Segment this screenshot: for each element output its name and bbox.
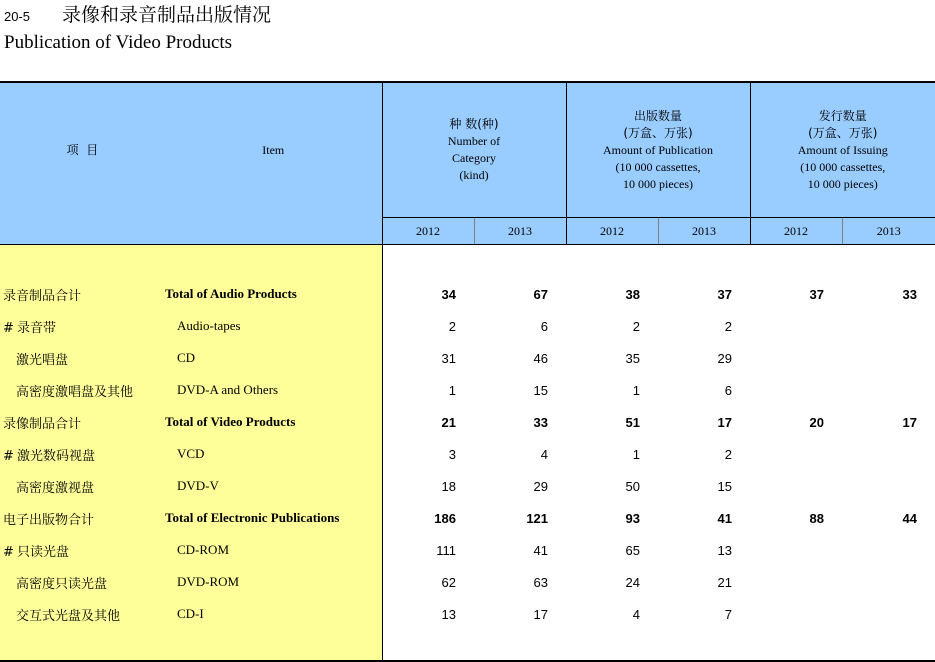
row-label-cn-text: 激光唱盘 [16, 352, 69, 368]
row-label-cn [0, 406, 165, 438]
row-label-en: Total of Electronic Publications [165, 502, 382, 534]
title-block [4, 2, 271, 56]
value-cell: 65 [625, 542, 641, 558]
header-item-cn: 项 目 [0, 82, 165, 218]
row-label-en: Total of Video Products [165, 406, 382, 438]
table-row [0, 278, 935, 310]
row-label-cn [0, 438, 165, 470]
value-cell [750, 310, 842, 342]
header-category-cn: 种 数(种) [449, 117, 499, 131]
year-row [0, 218, 935, 245]
row-label-cn [0, 310, 165, 342]
row-label-cn-text: 交互式光盘及其他 [16, 608, 121, 624]
row-label-cn-text: 录音制品合计 [3, 288, 82, 304]
table-title-cn-text: 录像和录音制品出版情况 [62, 4, 272, 26]
row-label-cn [0, 342, 165, 374]
value-cell: 88 [809, 510, 825, 526]
value-cell: 121 [526, 510, 549, 526]
header-publication-en2: (10 000 cassettes, [615, 159, 701, 174]
value-cell [750, 598, 842, 630]
table-row [0, 438, 935, 470]
table-row [0, 342, 935, 374]
row-label-cn [0, 534, 165, 566]
value-cell [842, 470, 935, 502]
row-label-cn [0, 470, 165, 502]
value-cell [750, 438, 842, 470]
row-label-cn [0, 502, 165, 534]
value-cell: 15 [533, 382, 549, 398]
value-cell: 1 [448, 382, 456, 398]
value-cell [750, 342, 842, 374]
value-cell: 51 [625, 414, 641, 430]
table-title-en: Publication of Video Products [4, 32, 233, 53]
value-cell: 29 [717, 350, 733, 366]
header-issuing [750, 82, 935, 218]
value-cell: 3 [448, 446, 456, 462]
value-cell: 37 [809, 286, 825, 302]
row-label-cn-text: 录像制品合计 [3, 416, 82, 432]
header-issuing-en3: 10 000 pieces) [807, 176, 878, 191]
value-cell: 15 [717, 478, 733, 494]
value-cell: 37 [717, 286, 733, 302]
header-category-en3: (kind) [459, 168, 489, 182]
value-cell [842, 566, 935, 598]
value-cell: 34 [441, 286, 456, 302]
header-category [382, 82, 566, 218]
year-cell: 2012 [750, 218, 842, 245]
value-cell: 4 [540, 446, 549, 462]
value-cell: 18 [441, 478, 456, 494]
header-row [0, 82, 935, 218]
value-cell: 67 [533, 286, 549, 302]
value-cell [842, 438, 935, 470]
row-label-en: VCD [165, 438, 382, 470]
year-cell: 2012 [566, 218, 658, 245]
table-row [0, 566, 935, 598]
value-cell [842, 374, 935, 406]
header-publication-en3: 10 000 pieces) [623, 176, 693, 191]
value-cell: 38 [625, 286, 641, 302]
row-label-en: Audio-tapes [165, 310, 382, 342]
header-issuing-cn: 发行数量 [818, 108, 867, 123]
table-row [0, 310, 935, 342]
value-cell: 93 [625, 510, 641, 526]
value-cell: 33 [902, 286, 918, 302]
value-cell: 17 [717, 414, 733, 430]
value-cell: 6 [724, 382, 733, 398]
row-label-cn [0, 566, 165, 598]
value-cell: 1 [632, 382, 641, 398]
row-label-cn [0, 374, 165, 406]
table-row [0, 374, 935, 406]
value-cell: 2 [724, 318, 733, 334]
table-row [0, 406, 935, 438]
value-cell [842, 310, 935, 342]
value-cell: 35 [625, 350, 641, 366]
value-cell [842, 342, 935, 374]
value-cell [750, 374, 842, 406]
value-cell: 50 [625, 478, 641, 494]
value-cell: 6 [540, 318, 549, 334]
hash-marker: # [3, 544, 14, 560]
value-cell: 46 [533, 350, 549, 366]
value-cell: 21 [441, 414, 456, 430]
value-cell: 111 [436, 542, 456, 558]
header-issuing-en2: (10 000 cassettes, [800, 159, 886, 174]
value-cell [750, 534, 842, 566]
value-cell: 4 [632, 606, 641, 622]
row-label-cn-text: 高密度只读光盘 [16, 576, 108, 592]
header-publication-cn-unit: (万盒、万张) [623, 125, 693, 140]
row-label-cn-text: 激光数码视盘 [17, 448, 96, 464]
table-bottom-row [0, 630, 935, 661]
hash-marker: # [3, 320, 14, 336]
value-cell: 17 [902, 414, 918, 430]
row-label-en: CD [165, 342, 382, 374]
table-title-cn [4, 2, 271, 30]
value-cell: 2 [724, 446, 733, 462]
hash-marker: # [3, 448, 14, 464]
header-issuing-cn-unit: (万盒、万张) [808, 125, 878, 140]
value-cell: 186 [434, 510, 456, 526]
row-label-en: CD-ROM [165, 534, 382, 566]
table-body [0, 278, 935, 661]
table-row [0, 502, 935, 534]
value-cell: 17 [533, 606, 549, 622]
value-cell: 62 [441, 574, 456, 590]
header-issuing-en1: Amount of Issuing [797, 142, 888, 157]
value-cell: 7 [724, 606, 733, 622]
header-publication-cn: 出版数量 [634, 108, 683, 123]
year-cell: 2012 [382, 218, 474, 245]
row-label-cn-text: 录音带 [17, 320, 57, 336]
header-category-en2: Category [452, 151, 496, 165]
value-cell: 41 [717, 510, 733, 526]
value-cell: 24 [625, 574, 641, 590]
row-label-cn [0, 598, 165, 630]
year-row-blank [0, 218, 382, 245]
row-label-en: DVD-A and Others [165, 374, 382, 406]
row-label-cn-text: 只读光盘 [17, 544, 70, 560]
row-label-cn-text: 高密度激唱盘及其他 [16, 384, 134, 400]
header-publication [566, 82, 750, 218]
row-label-en: CD-I [165, 598, 382, 630]
value-cell [842, 598, 935, 630]
header-publication-en1: Amount of Publication [603, 142, 714, 157]
spacer-row [0, 245, 935, 279]
year-cell: 2013 [842, 218, 935, 245]
table-row [0, 598, 935, 630]
header-category-en1: Number of [447, 134, 501, 148]
value-cell: 44 [902, 510, 918, 526]
value-cell: 63 [533, 574, 549, 590]
table-number: 20-5 [4, 9, 31, 24]
row-label-cn-text: 电子出版物合计 [3, 512, 95, 528]
value-cell: 21 [717, 574, 733, 590]
table-row [0, 534, 935, 566]
row-label-en: DVD-ROM [165, 566, 382, 598]
row-label-cn [0, 278, 165, 310]
table-row [0, 470, 935, 502]
publication-table [0, 81, 935, 662]
value-cell: 33 [533, 414, 549, 430]
row-label-cn-text: 高密度激视盘 [16, 480, 95, 496]
value-cell [750, 470, 842, 502]
value-cell: 20 [809, 414, 825, 430]
value-cell [842, 534, 935, 566]
value-cell: 13 [441, 606, 456, 622]
value-cell: 29 [533, 478, 549, 494]
value-cell: 2 [632, 318, 641, 334]
header-item-en: Item [165, 82, 382, 218]
year-cell: 2013 [474, 218, 566, 245]
value-cell [750, 566, 842, 598]
value-cell: 41 [533, 542, 549, 558]
row-label-en: Total of Audio Products [165, 278, 382, 310]
row-label-en: DVD-V [165, 470, 382, 502]
value-cell: 31 [441, 350, 456, 366]
value-cell: 1 [632, 446, 641, 462]
value-cell: 2 [448, 318, 456, 334]
value-cell: 13 [717, 542, 733, 558]
year-cell: 2013 [658, 218, 750, 245]
